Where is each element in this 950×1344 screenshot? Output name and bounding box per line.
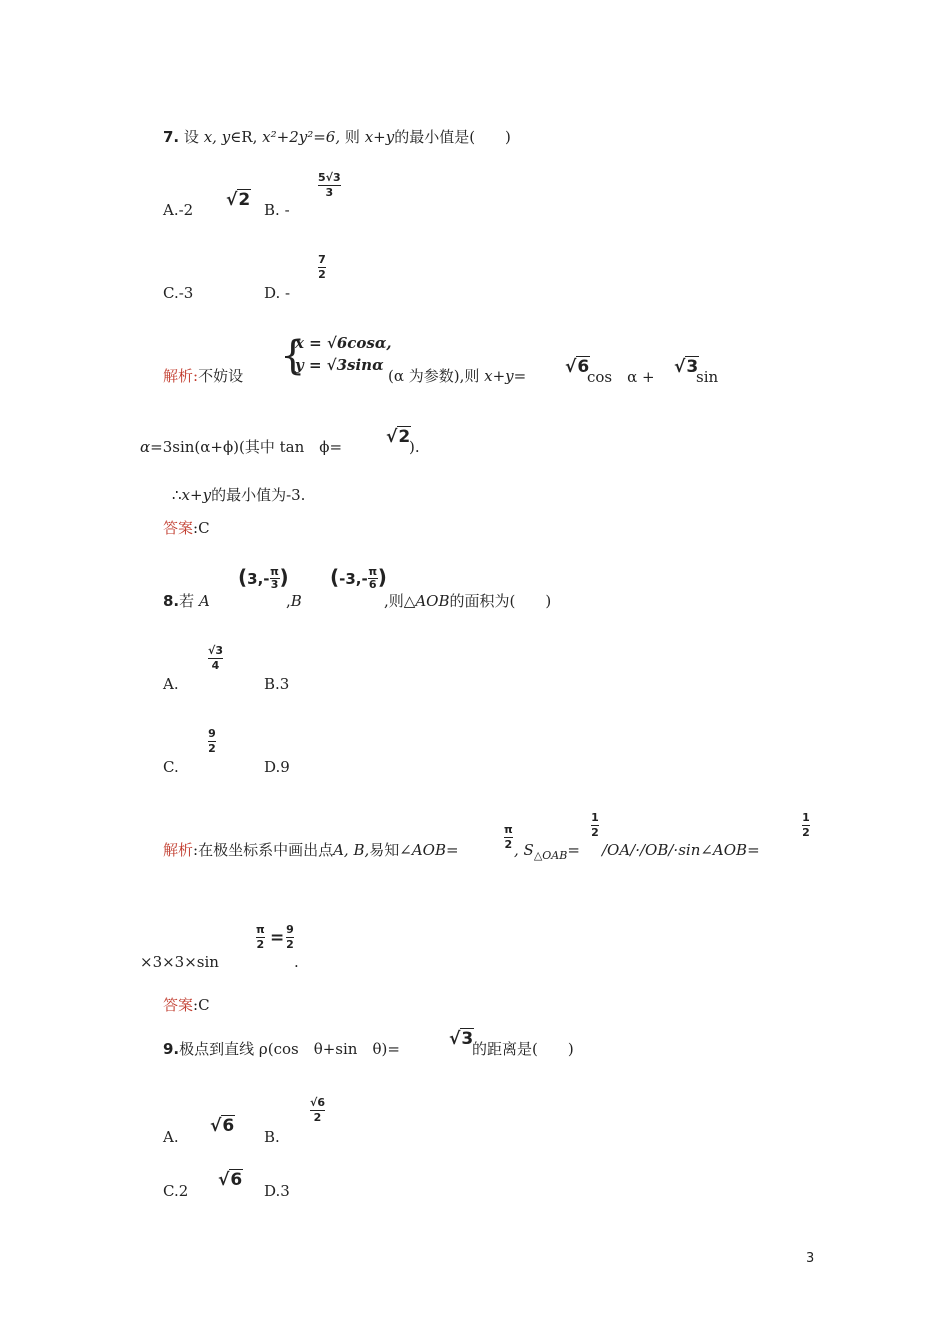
q7-system [295,332,392,376]
q8-option-d: D.9 [264,758,290,776]
q8-point-a: (3,- $\frac{\pi}{3}$ ) [238,565,289,591]
q7-in-r: ∈R, [230,128,258,146]
q8-stem-b: ,则△AOB的面积为( ) [384,592,552,610]
q7-option-d-label: D. - [264,284,291,302]
q7-stem [163,128,511,146]
q8-area-symbol: , $S_{\triangle OAB}=$ [514,841,580,862]
q8-point-b: (-3,- $\frac{\pi}{6}$ ) [330,565,387,591]
q9-stem-b: 的距离是( ) [472,1040,574,1058]
q9-option-d: D.3 [264,1182,290,1200]
q7-sqrt3: √3 [674,357,699,377]
q7-stem-a: 设 [183,128,199,146]
q8-answer: 答案:C [163,996,210,1014]
q7-cos-text: cos α + [587,368,655,386]
q8-option-a-label: A. [163,675,179,693]
q8-option-b: B.3 [264,675,290,693]
q8-solution-line-2: ×3×3×sin [140,953,219,971]
q9-option-b-fraction: √6 2 [310,1096,325,1124]
q7-vars: x, y [203,128,231,146]
q8-oa-ob-text: /OA/·/OB/·sin∠AOB= [602,841,760,859]
q7-conclusion: ∴x+y的最小值为-3. [172,486,306,504]
q9-sqrt3: √3 [449,1029,474,1049]
q8-option-a-fraction: √3 4 [208,644,223,672]
q9-option-c-sqrt6: √6 [218,1170,243,1190]
q9-option-c-label: C.2 [163,1182,189,1200]
q9-option-b-label: B. [264,1128,280,1146]
q7-system-brace: { [280,333,306,379]
q9-option-a-label: A. [163,1128,179,1146]
q8-result-equals: = [270,928,285,948]
q7-xy: x+y [364,128,395,146]
q8-solution: 解析:在极坐标系中画出点A, B,易知∠AOB= [163,841,459,859]
q7-equation: x²+2y²=6, [262,128,341,146]
q7-option-a-sqrt: √2 [226,190,251,210]
q7-system-line-1: x = √6cosα, [295,334,392,352]
q7-option-a-label: A.-2 [163,201,194,219]
q8-option-c-fraction: 9 2 [208,727,216,755]
q8-half-1: 1 2 [591,811,599,839]
q7-sin-text: sin [696,368,719,386]
q7-sqrt6: √6 [565,357,590,377]
q7-option-d-fraction: 7 2 [318,253,326,281]
q7-solution-line-2-end: ). [409,438,420,456]
q7-option-a-value: -2 [178,201,194,219]
q8-result-pi-over-2: π 2 [256,923,265,951]
q7-stem-b: 的最小值是( ) [394,128,511,146]
q8-option-c-label: C. [163,758,179,776]
q7-system-line-2: y = √3sinα [295,356,384,374]
q8-half-2: 1 2 [802,811,810,839]
q8-comma-b: ,B [286,592,302,610]
q9-stem: 9.极点到直线 ρ(cos θ+sin θ)= [163,1040,400,1058]
q7-solution-text-2: (α 为参数),则 x+y= [388,367,527,385]
q7-solution-line-2: α=3sin(α+ϕ)(其中 tan ϕ= [140,438,343,456]
q7-option-b-label: B. - [264,201,290,219]
q8-pi-over-2: π 2 [504,823,513,851]
q7-then: 则 [344,128,360,146]
q7-number: 7. [163,128,180,146]
q7-option-c-label: C.-3 [163,284,194,302]
q8-result-dot: . [294,953,299,971]
q9-option-a-sqrt6: √6 [210,1116,235,1136]
q7-answer: 答案:C [163,519,210,537]
q8-stem-a: 8.若 A [163,592,210,610]
q7-option-b-fraction: 5√3 3 [318,171,341,199]
page-number: 3 [806,1251,815,1266]
q7-sqrt2: √2 [386,427,411,447]
q7-solution-label: 解析:不妨设 [163,367,244,385]
q8-result-nine-halves: 9 2 [286,923,294,951]
